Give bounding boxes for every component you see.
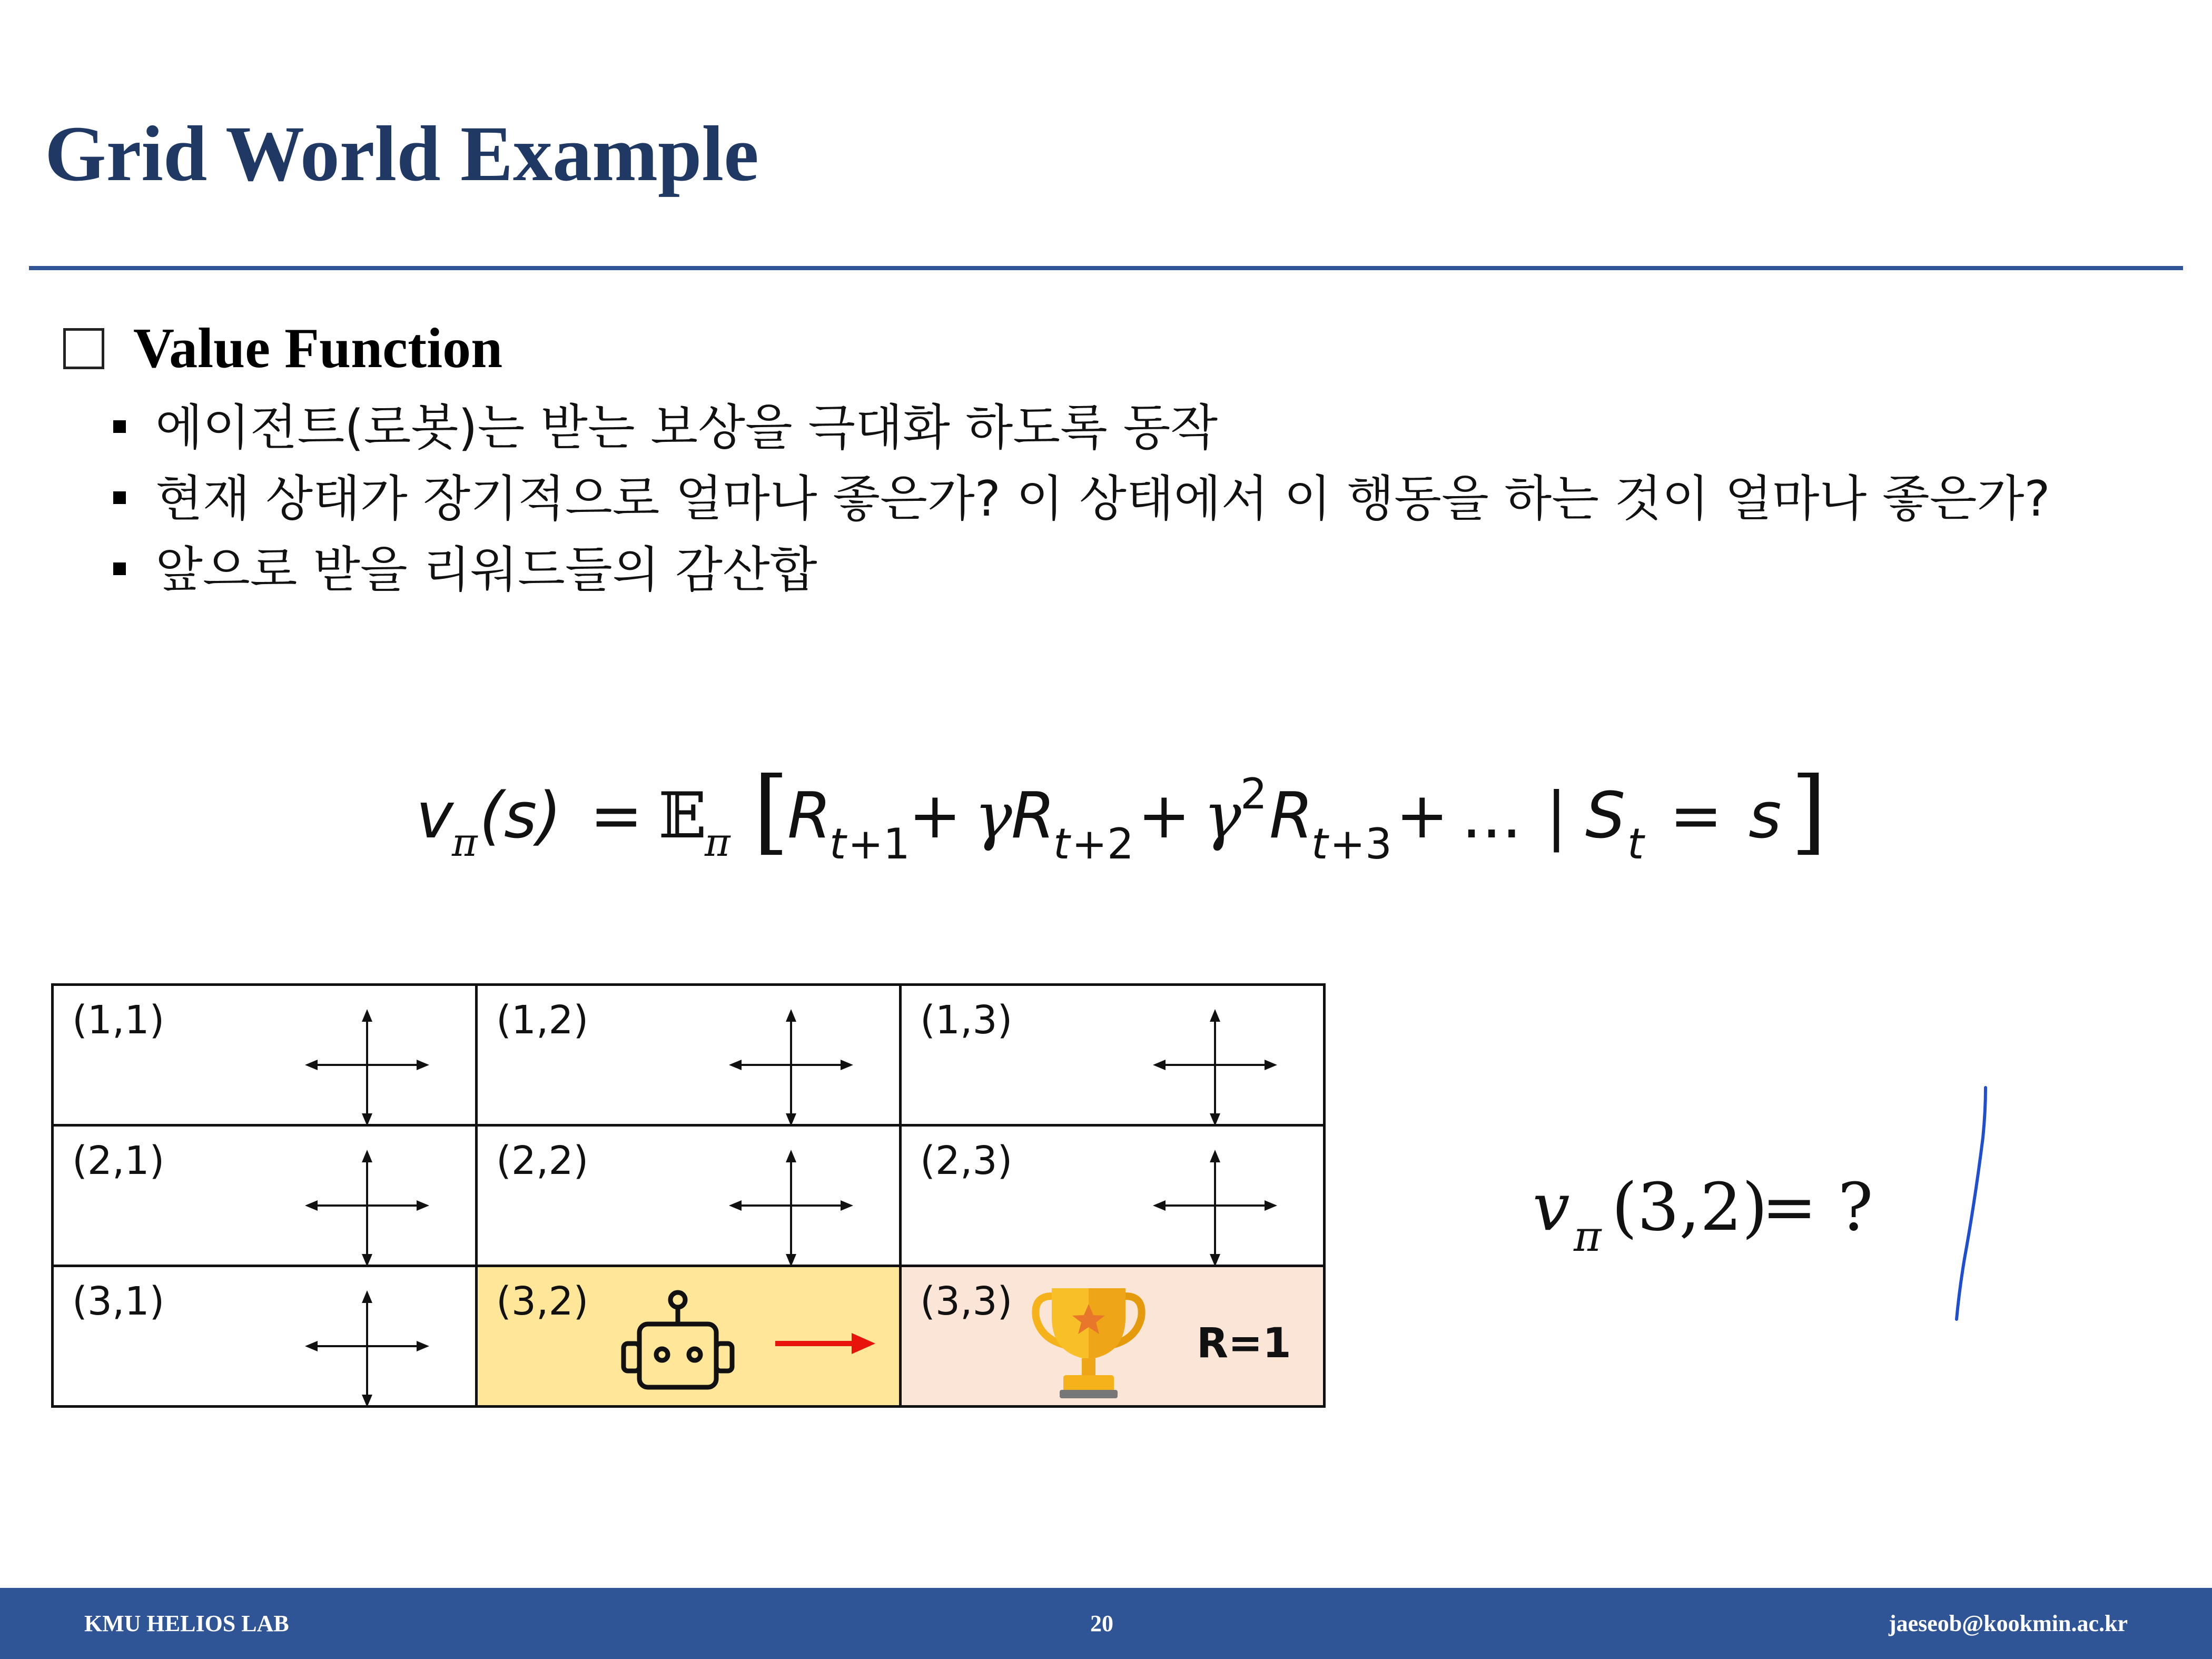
formula-equals: = xyxy=(590,779,643,853)
square-bullet-icon xyxy=(113,562,126,575)
square-bullet-icon xyxy=(113,491,126,504)
svg-text:+1: +1 xyxy=(848,819,910,868)
grid-cell xyxy=(53,1266,477,1407)
svg-text:γ: γ xyxy=(1203,779,1241,853)
formula-expectation: 𝔼 xyxy=(658,779,707,853)
footer-bar xyxy=(0,1588,2212,1659)
formula-v-subscript: π xyxy=(452,820,478,865)
square-bullet-icon xyxy=(113,420,126,433)
grid-row xyxy=(53,985,1325,1125)
cell-coordinate: (2,3) xyxy=(920,1138,1013,1183)
formula-state-arg: (s) xyxy=(479,779,562,853)
grid-cell xyxy=(53,1125,477,1266)
formula-left-bracket: [ xyxy=(753,758,789,865)
svg-text:R: R xyxy=(787,779,832,853)
svg-text:|: | xyxy=(1546,779,1567,853)
bullet-item xyxy=(108,466,2136,532)
cell-coordinate: (3,1) xyxy=(72,1279,165,1324)
four-way-arrows-icon xyxy=(1152,1148,1278,1269)
section-heading-label: Value Function xyxy=(133,317,503,380)
cell-coordinate: (1,1) xyxy=(72,998,165,1043)
grid-world xyxy=(51,983,1326,1408)
question-equals-unknown: = ? xyxy=(1762,1169,1873,1246)
cell-coordinate: (1,2) xyxy=(496,998,589,1043)
bullet-item xyxy=(108,395,2136,461)
section-heading xyxy=(63,316,502,381)
four-way-arrows-icon xyxy=(304,1288,430,1409)
pen-stroke-annotation xyxy=(1938,1080,1991,1327)
four-way-arrows-icon xyxy=(304,1148,430,1269)
formula-v: v xyxy=(416,779,454,853)
question-v: v xyxy=(1533,1169,1570,1246)
grid-cell xyxy=(477,985,901,1125)
svg-text:+: + xyxy=(908,779,962,853)
footer-lab-name: KMU HELIOS LAB xyxy=(84,1611,289,1636)
question-state: (3,2) xyxy=(1612,1169,1768,1246)
reward-label: R=1 xyxy=(1197,1320,1291,1367)
grid-cell xyxy=(53,985,477,1125)
cell-coordinate: (3,2) xyxy=(496,1279,589,1324)
value-question xyxy=(1527,1159,1949,1275)
page-number: 20 xyxy=(1090,1611,1113,1636)
slide-title: Grid World Example xyxy=(45,110,759,197)
four-way-arrows-icon xyxy=(304,1007,430,1128)
formula-right-bracket: ] xyxy=(1791,758,1827,865)
formula-expectation-subscript: π xyxy=(705,820,730,865)
footer-email: jaeseob@kookmin.ac.kr xyxy=(1888,1611,2128,1636)
robot-cell xyxy=(477,1266,901,1407)
red-right-arrow-icon xyxy=(773,1330,878,1357)
question-v-subscript: π xyxy=(1574,1212,1602,1261)
checkbox-bullet-icon xyxy=(63,328,104,369)
svg-text:...: ... xyxy=(1461,779,1522,853)
four-way-arrows-icon xyxy=(728,1007,854,1128)
grid-cell xyxy=(901,985,1325,1125)
bullet-item xyxy=(108,537,2136,603)
svg-text:t: t xyxy=(1627,819,1644,868)
title-divider xyxy=(29,266,2183,270)
svg-text:+: + xyxy=(1138,779,1191,853)
svg-text:+3: +3 xyxy=(1330,819,1392,868)
bullet-list xyxy=(108,395,2136,608)
bullet-text: 에이전트(로봇)는 받는 보상을 극대화 하도록 동작 xyxy=(155,399,1218,456)
svg-text:R: R xyxy=(1011,779,1055,853)
grid-row xyxy=(53,1125,1325,1266)
robot-icon xyxy=(617,1288,738,1394)
svg-text:t: t xyxy=(1311,819,1328,868)
trophy-icon xyxy=(1031,1280,1147,1401)
formula-sum-terms xyxy=(787,769,1782,868)
grid-row xyxy=(53,1266,1325,1407)
svg-text:S: S xyxy=(1585,779,1626,853)
svg-text:R: R xyxy=(1269,779,1314,853)
svg-text:2: 2 xyxy=(1240,769,1267,818)
svg-text:=: = xyxy=(1670,779,1723,853)
bullet-text: 현재 상태가 장기적으로 얼마나 좋은가? 이 상태에서 이 행동을 하는 것이 얼마나 좋은가? xyxy=(155,470,2050,527)
grid-cell xyxy=(477,1125,901,1266)
svg-text:+: + xyxy=(1396,779,1449,853)
grid-cell xyxy=(901,1125,1325,1266)
four-way-arrows-icon xyxy=(1152,1007,1278,1128)
goal-cell xyxy=(901,1266,1325,1407)
svg-text:+2: +2 xyxy=(1072,819,1134,868)
svg-text:t: t xyxy=(1053,819,1070,868)
four-way-arrows-icon xyxy=(728,1148,854,1269)
svg-text:s: s xyxy=(1749,779,1782,853)
svg-text:γ: γ xyxy=(974,779,1012,853)
svg-text:t: t xyxy=(829,819,846,868)
bullet-text: 앞으로 받을 리워드들의 감산합 xyxy=(155,541,817,598)
cell-coordinate: (2,2) xyxy=(496,1138,589,1183)
value-function-formula xyxy=(416,758,1870,895)
cell-coordinate: (2,1) xyxy=(72,1138,165,1183)
cell-coordinate: (3,3) xyxy=(920,1279,1013,1324)
cell-coordinate: (1,3) xyxy=(920,998,1013,1043)
